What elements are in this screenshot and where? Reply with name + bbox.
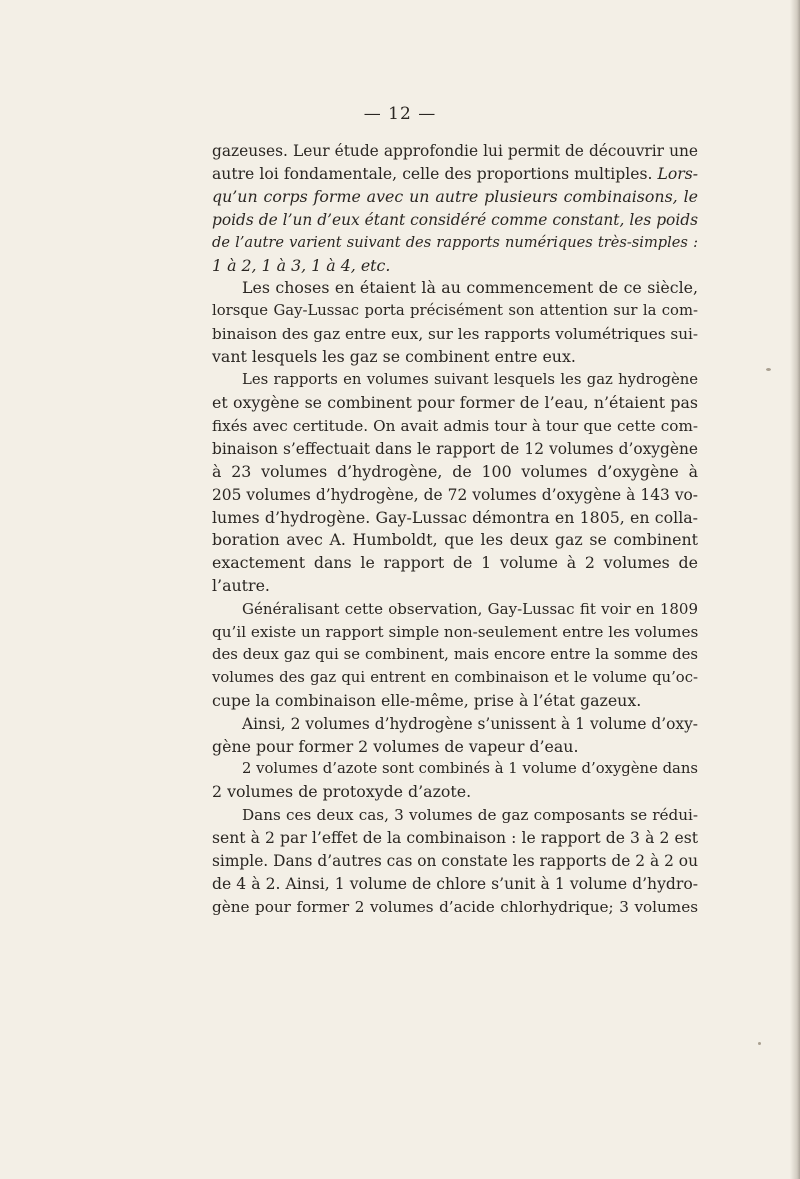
- text-line: 205 volumes d’hydrogène, de 72 volumes d’oxygène à 143 vo-: [212, 485, 698, 504]
- text-line: binaison s’effectuait dans le rapport de 12 volumes d’oxygène: [212, 439, 698, 458]
- text-line: 1 à 2, 1 à 3, 1 à 4, etc.: [212, 255, 391, 275]
- text-line: fixés avec certitude. On avait admis tour à tour que cette com-: [212, 416, 698, 435]
- text-line: des deux gaz qui se combinent, mais encore entre la somme des: [212, 645, 698, 663]
- text-line: binaison des gaz entre eux, sur les rapports volumétriques sui-: [212, 325, 698, 344]
- text-line: exactement dans le rapport de 1 volume à 2 volumes de: [212, 553, 698, 573]
- text-line: de 4 à 2. Ainsi, 1 volume de chlore s’unit à 1 volume d’hydro-: [212, 875, 698, 893]
- body-text: [212, 140, 698, 919]
- text-line: 2 volumes de protoxyde d’azote.: [212, 782, 472, 802]
- text-line: volumes des gaz qui entrent en combinaison et le volume qu’oc-: [212, 668, 698, 686]
- text-line: gène pour former 2 volumes d’acide chlorhydrique; 3 volumes: [212, 897, 698, 916]
- paper-speck: [766, 368, 771, 371]
- text-line: l’autre.: [212, 576, 270, 596]
- text-line: gène pour former 2 volumes de vapeur d’eau.: [212, 736, 579, 756]
- text-span: autre loi fondamentale, celle des proportions multiples.: [212, 164, 658, 183]
- text-line: cupe la combinaison elle-même, prise à l’état gazeux.: [212, 690, 642, 710]
- text-line: simple. Dans d’autres cas on constate les rapports de 2 à 2 ou: [212, 852, 698, 871]
- page-number: — 12 —: [363, 104, 437, 124]
- text-line: boration avec A. Humboldt, que les deux gaz se combinent: [212, 530, 698, 550]
- text-line: [212, 163, 698, 186]
- text-line: qu’il existe un rapport simple non-seulement entre les volumes: [212, 623, 699, 642]
- text-line: Ainsi, 2 volumes d’hydrogène s’unissent à 1 volume d’oxy-: [242, 714, 698, 733]
- text-line: qu’un corps forme avec un autre plusieurs combinaisons, le: [212, 186, 698, 206]
- text-line: Généralisant cette observation, Gay-Lussac fit voir en 1809: [242, 600, 698, 619]
- page-edge-shadow: [790, 0, 800, 1179]
- text-line: lumes d’hydrogène. Gay-Lussac démontra en 1805, en colla-: [212, 507, 698, 527]
- text-line: Dans ces deux cas, 3 volumes de gaz composants se rédui-: [242, 806, 698, 825]
- text-line: gazeuses. Leur étude approfondie lui permit de découvrir une: [212, 142, 698, 160]
- text-line: de l’autre varient suivant des rapports numériques très-simples :: [212, 233, 698, 251]
- text-line: sent à 2 par l’effet de la combinaison : le rapport de 3 à 2 est: [212, 829, 698, 848]
- text-line: Les rapports en volumes suivant lesquels les gaz hydrogène: [242, 371, 698, 389]
- text-line: Les choses en étaient là au commencement de ce siècle,: [242, 278, 698, 298]
- text-span-italic: Lors-: [657, 164, 698, 183]
- text-line: vant lesquels les gaz se combinent entre eux.: [212, 347, 576, 367]
- text-line: 2 volumes d’azote sont combinés à 1 volume d’oxygène dans: [242, 760, 698, 778]
- text-line: à 23 volumes d’hydrogène, de 100 volumes d’oxygène à: [212, 461, 698, 481]
- text-line: poids de l’un d’eux étant considéré comme constant, les poids: [212, 210, 698, 229]
- text-line: lorsque Gay-Lussac porta précisément son attention sur la com-: [212, 302, 698, 320]
- paper-speck: [758, 1042, 761, 1045]
- text-line: et oxygène se combinent pour former de l’eau, n’étaient pas: [212, 392, 698, 412]
